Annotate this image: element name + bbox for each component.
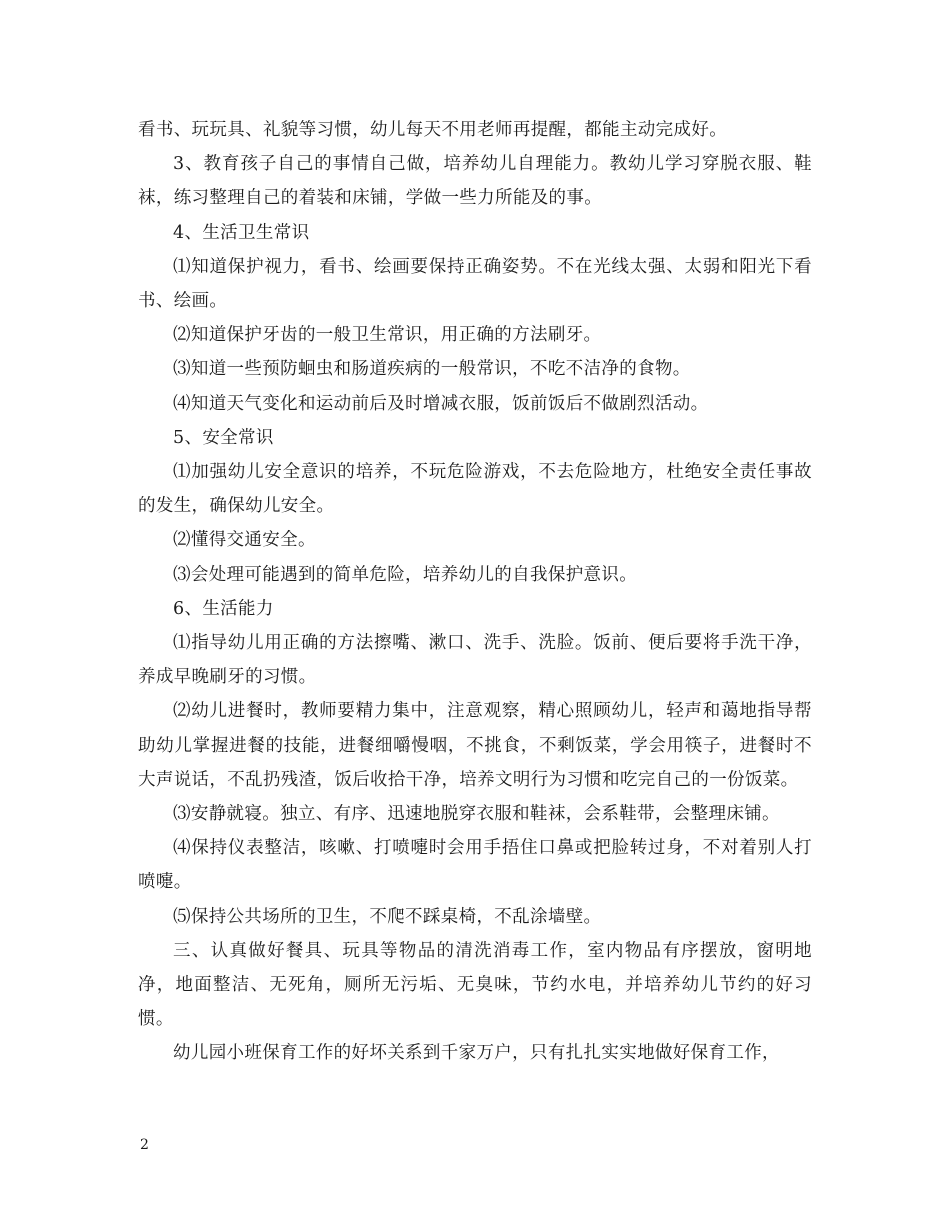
section-heading: 5、安全常识: [173, 427, 274, 448]
paragraph: 3、教育孩子自己的事情自己做，培养幼儿自理能力。教幼儿学习穿脱衣服、鞋袜，练习整理自己的着装和床铺，学做一些力所能及的事。: [138, 154, 812, 209]
paragraph: 看书、玩玩具、礼貌等习惯，幼儿每天不用老师再提醒，都能主动完成好。: [138, 120, 728, 140]
paragraph: ⑷知道天气变化和运动前后及时增减衣服，饭前饭后不做剧烈活动。: [173, 393, 709, 414]
paragraph: ⑸保持公共场所的卫生，不爬不踩桌椅，不乱涂墙壁。: [173, 906, 602, 927]
paragraph: ⑴知道保护视力，看书、绘画要保持正确姿势。不在光线太强、太弱和阳光下看书、绘画。: [138, 256, 812, 312]
page-number: 2: [140, 1137, 149, 1153]
section-heading: 6、生活能力: [173, 598, 274, 619]
paragraph: ⑷保持仪表整洁，咳嗽、打喷嚏时会用手捂住口鼻或把脸转过身，不对着别人打喷嚏。: [138, 838, 812, 893]
paragraph: ⑴加强幼儿安全意识的培养，不玩危险游戏，不去危险地方，杜绝安全责任事故的发生，确保幼儿安全。: [138, 462, 812, 517]
paragraph: ⑶安静就寝。独立、有序、迅速地脱穿衣服和鞋袜，会系鞋带，会整理床铺。: [173, 804, 780, 825]
body-text: [138, 113, 812, 1071]
paragraph: ⑶知道一些预防蛔虫和肠道疾病的一般常识，不吃不洁净的食物。: [173, 359, 691, 380]
paragraph: ⑴指导幼儿用正确的方法擦嘴、漱口、洗手、洗脸。饭前、便后要将手洗干净，养成早晚刷牙的习惯。: [138, 633, 812, 688]
paragraph: ⑶会处理可能遇到的简单危险，培养幼儿的自我保护意识。: [173, 564, 638, 585]
section-heading: 4、生活卫生常识: [173, 222, 310, 243]
paragraph: ⑵懂得交通安全。: [173, 530, 316, 551]
paragraph: 三、认真做好餐具、玩具等物品的清洗消毒工作，室内物品有序摆放，窗明地净，地面整洁、无死角，厕所无污垢、无臭味，节约水电，并培养幼儿节约的好习惯。: [138, 940, 812, 1030]
paragraph: ⑵幼儿进餐时，教师要精力集中，注意观察，精心照顾幼儿，轻声和蔼地指导帮助幼儿掌握进餐的技能，进餐细嚼慢咽，不挑食，不剩饭菜，学会用筷子，进餐时不大声说话，不乱扔残渣，饭后收拾干净，培养文明行为习惯和吃完自己的一份饭菜。: [138, 701, 812, 790]
paragraph: 幼儿园小班保育工作的好坏关系到千家万户，只有扎扎实实地做好保育工作，: [173, 1043, 780, 1064]
paragraph: ⑵知道保护牙齿的一般卫生常识，用正确的方法刷牙。: [173, 325, 602, 346]
